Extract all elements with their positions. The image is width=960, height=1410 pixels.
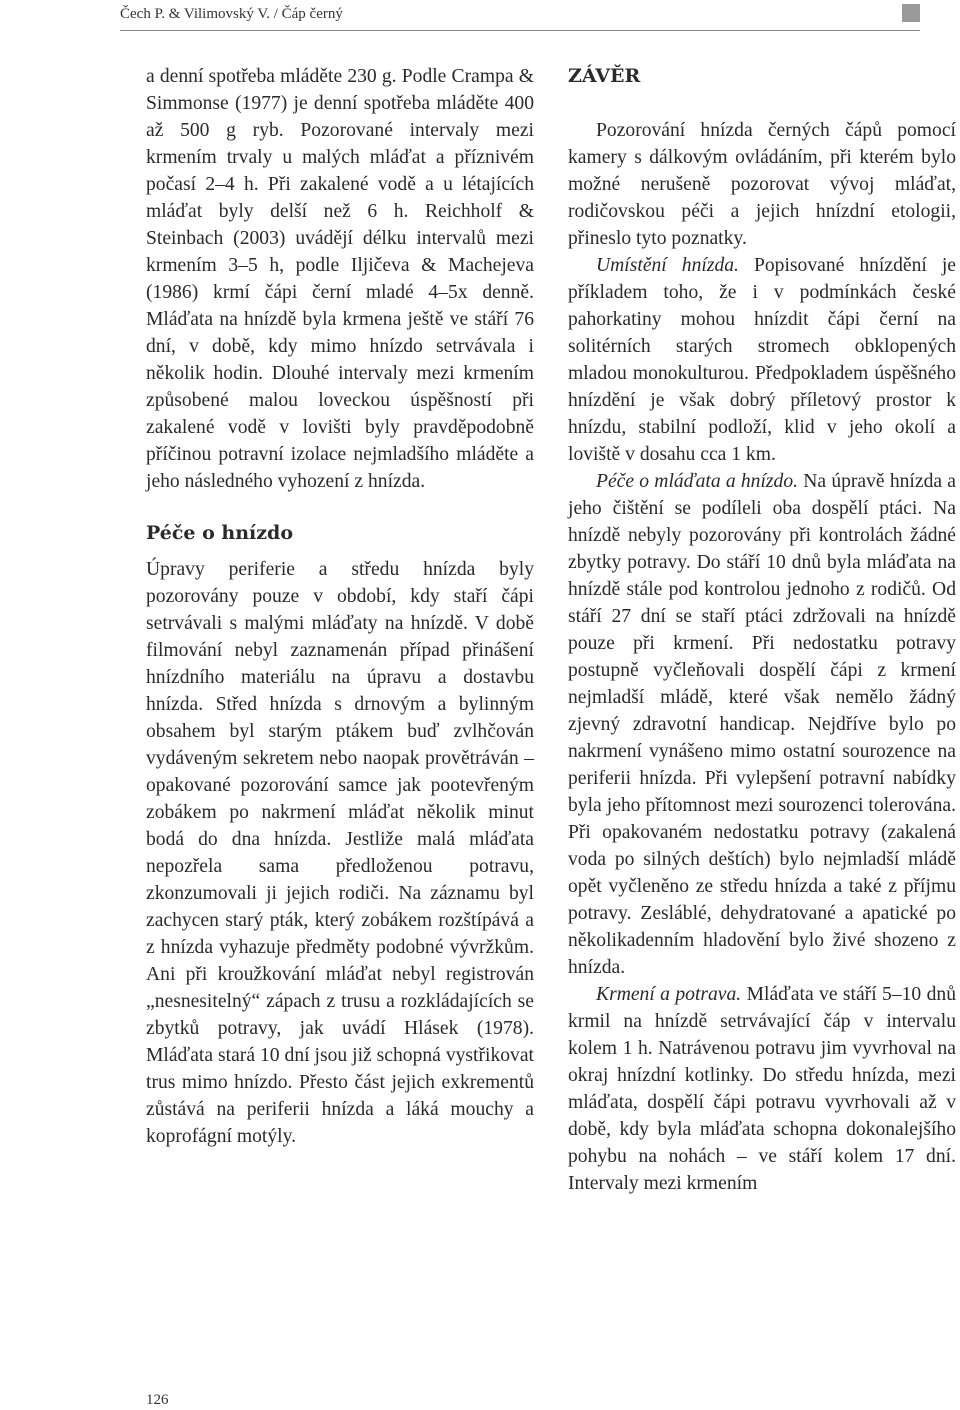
right-paragraph-4-text: Mláďata ve stáří 5–10 dnů krmil na hnízdě setrvávající čáp v intervalu kolem 1 h. Natrávenou potravu jim vyvrhoval na okraj hnízdní kotlinky. Do středu hnízda, mezi mláďata, dospělí čápi potravu vyvrhovali až v době, kdy byla mláďata schopna dokonalejšího pohybu na nohách – ve stáří kolem 17 dní. Intervaly mezi krmením: [568, 984, 956, 1194]
right-paragraph-3: [568, 468, 956, 981]
right-column: [568, 63, 956, 1197]
running-title: Čech P. & Vilimovský V. / Čáp černý: [120, 6, 343, 22]
section-heading-nest-care: Péče o hnízdo: [146, 522, 294, 544]
left-paragraph-1: a denní spotřeba mláděte 230 g. Podle Crampa & Simmonse (1977) je denní spotřeba mláděte 400 až 500 g ryb. Pozorované intervaly mezi krmením trvaly u malých mláďat a příznivém počasí 2–4 h. Při zakalené vodě a u létajících mláďat byly delší než 6 h. Reichholf & Steinbach (2003) uvádějí délku intervalů mezi krmením 3–5 h, podle Iljičeva & Machejeva (1986) krmí čápi černí mladé 4–5x denně. Mláďata na hnízdě byla krmena ještě ve stáří 76 dní, v době, kdy mimo hnízdo setrvávala i několik hodin. Dlouhé intervaly mezi krmením způsobené malou loveckou úspěšností při zakalené vodě v lovišti byly pravděpodobně příčinou potravní izolace nejmladšího mláděte a jeho následného vyhození z hnízda.: [146, 66, 534, 492]
left-paragraph-2: Úpravy periferie a středu hnízda byly pozorovány pouze v období, kdy staří čápi setrvávali s malými mláďaty na hnízdě. V době filmování nebyl zaznamenán případ přinášení hnízdního materiálu na úpravu a dostavbu hnízda. Střed hnízda s drnovým a bylinným obsahem byl starým ptákem buď zvlhčován vydáveným sekretem nebo naopak provětráván – opakované pozorování samce jak pootevřeným zobákem po nakrmení mláďat několik minut bodá do dna hnízda. Jestliže malá mláďata nepozřela sama předloženou potravu, zkonzumovali ji jejich rodiči. Na záznamu byl zachycen starý pták, který zobákem rozštípává a z hnízda vyhazuje předměty podobné vývržkům. Ani při kroužkování mláďat nebyl registrován „nesnesitelný“ zápach z trusu a rozkládajících se zbytků potravy, jak uvádí Hlásek (1978). Mláďata stará 10 dní jsou již schopná vystřikovat trus mimo hnízdo. Přesto část jejich exkrementů zůstává na periferii hnízda a láká mouchy a koprofágní motýly.: [146, 559, 534, 1147]
right-paragraph-3-text: Na úpravě hnízda a jeho čištění se podíleli oba dospělí ptáci. Na hnízdě nebyly pozorovány při kontrolách žádné zbytky potravy. Do stáří 10 dnů byla mláďata na hnízdě stále pod kontrolou jednoho z rodičů. Od stáří 27 dní se staří ptáci zdržovali na hnízdě pouze při krmení. Při nedostatku potravy postupně vyčleňovali dospělí čápi z krmení nejmladší mládě, které však nemělo žádný zjevný zdravotní handicap. Nejdříve bylo po nakrmení vynášeno mimo ostatní sourozence na periferii hnízda. Při vylepšení potravní nabídky byla jeho přítomnost mezi sourozenci tolerována. Při opakovaném nedostatku potravy (zakalená voda po silných deštích) bylo nejmladší mládě opět vyčleněno ze středu hnízda a také z příjmu potravy. Zesláblé, dehydratované a apatické po několikadenním hladovění bylo živé shozeno z hnízda.: [568, 471, 956, 978]
section-heading-conclusion: ZÁVĚR: [568, 65, 641, 87]
header-marker-square: [902, 4, 920, 22]
run-in-heading-nest-location: Umístění hnízda.: [596, 255, 739, 276]
right-paragraph-4: [568, 981, 956, 1197]
page-number: 126: [146, 1392, 169, 1408]
right-paragraph-2-text: Popisované hnízdění je příkladem toho, že i v podmínkách české pahorkatiny mohou hnízdit čápi černí na solitérních starých stromech obklopených mladou monokulturou. Předpokladem úspěšného hnízdění je však dobrý příletový prostor k hnízdu, stabilní podloží, klid v jeho okolí a loviště v dosahu cca 1 km.: [568, 255, 956, 465]
right-paragraph-2: [568, 252, 956, 468]
run-in-heading-care: Péče o mláďata a hnízdo.: [596, 471, 799, 492]
run-in-heading-feeding: Krmení a potrava.: [596, 984, 742, 1005]
running-header: [120, 0, 920, 31]
left-column: [146, 63, 534, 1150]
right-paragraph-1: Pozorování hnízda černých čápů pomocí kamery s dálkovým ovládáním, při kterém bylo možné nerušeně pozorovat vývoj mláďat, rodičovskou péči a jejich hnízdní etologii, přineslo tyto poznatky.: [568, 120, 956, 249]
